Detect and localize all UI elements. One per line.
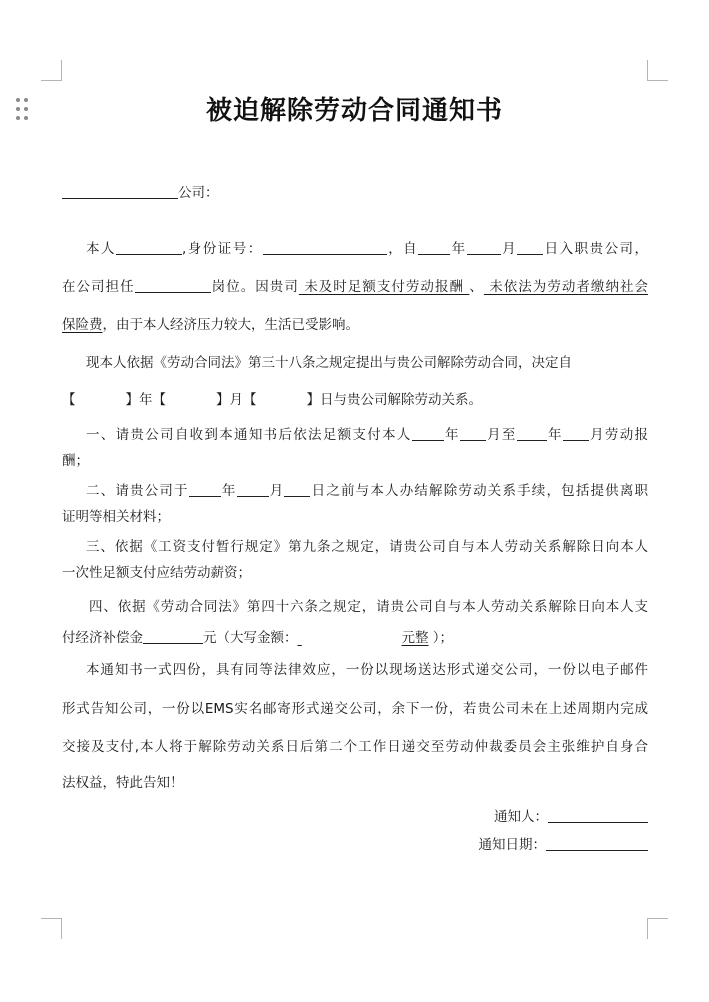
closing-line-2: 形式告知公司，一份以EMS实名邮寄形式递交公司，余下一份，若贵公司未在上述周期内完成 xyxy=(62,701,648,717)
compensation-amount-blank[interactable] xyxy=(143,628,203,644)
paragraph-1-line-2: 在公司担任 岗位。因贵司 未及时足额支付劳动报酬 、 未依法为劳动者缴纳社会 xyxy=(62,279,649,295)
wage-to-month-blank[interactable] xyxy=(563,425,589,441)
page-corner-bottom-left xyxy=(41,918,62,939)
document-title: 被迫解除劳动合同通知书 xyxy=(205,96,503,126)
item-1-line-1: 一、请贵公司自收到本通知书后依法足额支付本人 年 月至 年 月劳动报 xyxy=(86,427,649,443)
notifier-line: 通知人： xyxy=(62,806,648,828)
page-corner-top-right xyxy=(647,60,668,81)
addressee-line: 公司： xyxy=(62,182,648,204)
position-blank[interactable] xyxy=(135,277,211,293)
name-blank[interactable] xyxy=(116,239,182,255)
handover-year-blank[interactable] xyxy=(189,481,221,497)
item-3-line-1: 三、依据《工资支付暂行规定》第九条之规定，请贵公司自与本人劳动关系解除日向本人 xyxy=(86,539,648,555)
notifier-blank[interactable] xyxy=(548,807,648,823)
wage-from-year-blank[interactable] xyxy=(412,425,444,441)
closing-line-3: 交接及支付,本人将于解除劳动关系日后第二个工作日递交至劳动仲裁委员会主张维护自身合 xyxy=(62,739,648,755)
paragraph-1-line-1: 本人 ,身份证号： ，自 年 月 日入职贵公司， xyxy=(86,241,649,257)
item-1-line-2: 酬； xyxy=(62,453,89,469)
paragraph-2-line-1: 现本人依据《劳动合同法》第三十八条之规定提出与贵公司解除劳动合同，决定自 xyxy=(86,355,572,371)
id-number-blank[interactable] xyxy=(263,239,387,255)
item-3-line-2: 一次性足额支付应结劳动薪资； xyxy=(62,565,251,581)
paragraph-1-line-3: 保险费，由于本人经济压力较大，生活已受影响。 xyxy=(62,317,359,333)
item-2-line-2: 证明等相关材料； xyxy=(62,509,170,525)
notice-date-blank[interactable] xyxy=(546,835,648,851)
reason-1: 未及时足额支付劳动报酬 xyxy=(298,279,470,295)
item-2-line-1: 二、请贵公司于 年 月 日之前与本人办结解除劳动关系手续，包括提供离职 xyxy=(86,483,649,499)
notice-date-line: 通知日期： xyxy=(62,834,648,856)
wage-from-month-blank[interactable] xyxy=(460,425,486,441)
entry-day-blank[interactable] xyxy=(517,239,543,255)
paragraph-2-line-2: 【 】年【 】月【 】日与贵公司解除劳动关系。 xyxy=(62,392,482,408)
compensation-amount-words-blank[interactable] xyxy=(298,627,402,649)
item-4-line-2: 付经济补偿金 元（大写金额： 元整 ）； xyxy=(62,627,648,649)
company-name-blank[interactable] xyxy=(62,183,178,199)
handover-month-blank[interactable] xyxy=(237,481,269,497)
closing-line-4: 法权益，特此告知！ xyxy=(62,775,184,791)
item-4-line-1: 四、依据《劳动合同法》第四十六条之规定，请贵公司自与本人劳动关系解除日向本人支 xyxy=(89,599,648,615)
entry-year-blank[interactable] xyxy=(418,239,450,255)
wage-to-year-blank[interactable] xyxy=(517,425,547,441)
handover-day-blank[interactable] xyxy=(284,481,310,497)
page-corner-top-left xyxy=(41,60,62,81)
entry-month-blank[interactable] xyxy=(467,239,501,255)
page-corner-bottom-right xyxy=(647,918,668,939)
closing-line-1: 本通知书一式四份，具有同等法律效应，一份以现场送达形式递交公司，一份以电子邮件 xyxy=(86,662,648,678)
reason-2: 未依法为劳动者缴纳社会 xyxy=(483,279,649,295)
